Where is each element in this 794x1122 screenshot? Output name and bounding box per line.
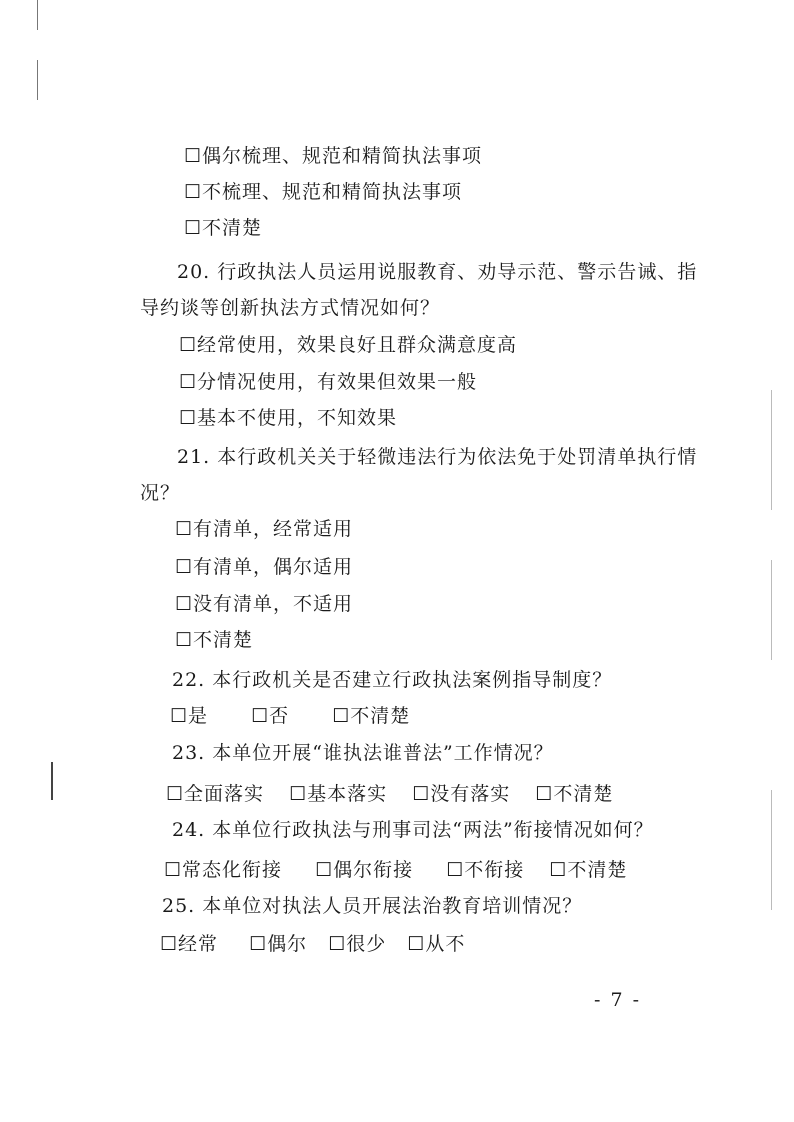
q22-option-yes[interactable]: ☐是 <box>170 705 209 727</box>
q19-option-3[interactable]: ☐不清楚 <box>184 217 263 239</box>
q25-text: 25. 本单位对执法人员开展法治教育培训情况？ <box>162 895 583 917</box>
q24-option-4[interactable]: ☐不清楚 <box>549 859 628 881</box>
q24-options <box>164 858 627 882</box>
scan-mark-left <box>37 0 38 30</box>
q25-option-2[interactable]: ☐偶尔 <box>249 933 308 955</box>
q24-option-2[interactable]: ☐偶尔衔接 <box>315 859 414 881</box>
q24-option-1[interactable]: ☐常态化衔接 <box>164 859 283 881</box>
q21-option-4[interactable]: ☐不清楚 <box>175 629 254 651</box>
q25-option-1[interactable]: ☐经常 <box>160 933 219 955</box>
q22-text: 22. 本行政机关是否建立行政执法案例指导制度？ <box>172 669 613 691</box>
q21-text-line1: 21. 本行政机关关于轻微违法行为依法免于处罚清单执行情 <box>177 446 698 468</box>
q20-text-line2: 导约谈等创新执法方式情况如何？ <box>140 297 441 319</box>
q19-option-2[interactable]: ☐不梳理、规范和精简执法事项 <box>184 181 463 203</box>
q25-option-3[interactable]: ☐很少 <box>328 933 387 955</box>
q23-option-2[interactable]: ☐基本落实 <box>289 783 388 805</box>
q21-text-line2: 况？ <box>140 482 181 504</box>
q23-option-4[interactable]: ☐不清楚 <box>535 783 614 805</box>
scan-mark-left-3 <box>51 762 53 800</box>
q20-option-1[interactable]: ☐经常使用，效果良好且群众满意度高 <box>179 334 518 356</box>
q21-option-1[interactable]: ☐有清单，经常适用 <box>175 518 354 540</box>
page-number: - 7 - <box>594 989 642 1011</box>
scan-mark-right-2 <box>771 560 772 660</box>
q22-options <box>170 704 410 728</box>
scan-mark-left-2 <box>37 60 38 100</box>
q23-options <box>166 782 613 806</box>
q24-text: 24. 本单位行政执法与刑事司法“两法”衔接情况如何？ <box>172 819 654 841</box>
q25-options <box>160 932 465 956</box>
q22-option-no[interactable]: ☐否 <box>251 705 290 727</box>
q23-option-1[interactable]: ☐全面落实 <box>166 783 265 805</box>
q20-text-line1: 20. 行政执法人员运用说服教育、劝导示范、警示告诫、指 <box>177 261 698 283</box>
q21-option-3[interactable]: ☐没有清单，不适用 <box>175 593 354 615</box>
q25-option-4[interactable]: ☐从不 <box>407 933 466 955</box>
q23-option-3[interactable]: ☐没有落实 <box>412 783 511 805</box>
q21-option-2[interactable]: ☐有清单，偶尔适用 <box>175 556 354 578</box>
q20-option-3[interactable]: ☐基本不使用，不知效果 <box>179 407 398 429</box>
q19-option-1[interactable]: ☐偶尔梳理、规范和精简执法事项 <box>184 145 483 167</box>
q24-option-3[interactable]: ☐不衔接 <box>446 859 525 881</box>
scan-mark-right-3 <box>771 790 772 910</box>
q20-option-2[interactable]: ☐分情况使用，有效果但效果一般 <box>179 371 478 393</box>
q23-text: 23. 本单位开展“谁执法谁普法”工作情况？ <box>172 742 554 764</box>
scan-mark-right-1 <box>771 390 772 510</box>
q22-option-unclear[interactable]: ☐不清楚 <box>332 705 411 727</box>
